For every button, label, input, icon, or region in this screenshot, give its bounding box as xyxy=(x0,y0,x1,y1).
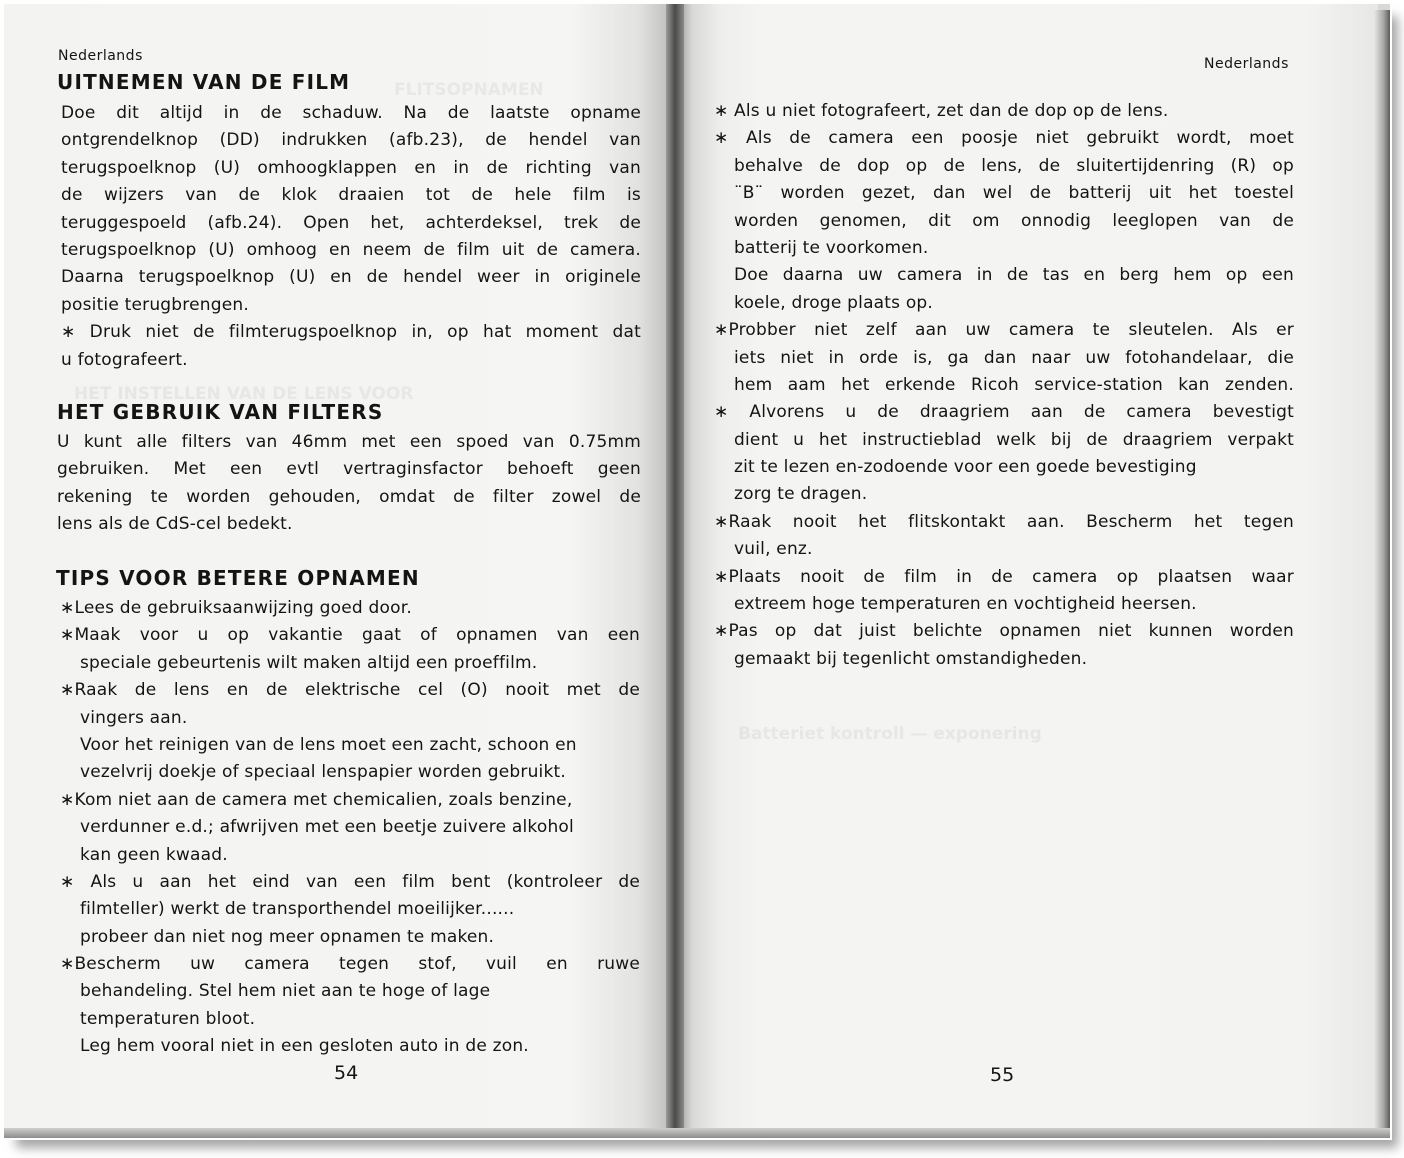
show-through: FLITSOPNAMEN xyxy=(394,80,544,100)
text-line: positie terugbrengen. xyxy=(61,294,249,315)
text-line: rekening te worden gehouden, omdat de filter zowel de xyxy=(57,486,641,507)
text-line: speciale gebeurtenis wilt maken altijd een proeffilm. xyxy=(80,652,538,673)
tip-line: ∗Pas op dat juist belichte opnamen niet kunnen worden xyxy=(714,621,1294,642)
text-line: u fotografeert. xyxy=(61,349,188,370)
text-line: batterij te voorkomen. xyxy=(734,237,929,258)
show-through: Batteriet kontroll — exponering xyxy=(738,724,1042,744)
text-line: vingers aan. xyxy=(80,707,188,728)
language-label: Nederlands xyxy=(58,48,143,64)
text-line: dient u het instructieblad welk bij de draagriem verpakt xyxy=(734,429,1294,450)
text-line: worden genomen, dit om onnodig leeglopen van de xyxy=(734,210,1294,231)
book-spine xyxy=(666,4,684,1138)
text-line: vuil, enz. xyxy=(734,539,813,560)
text-line: U kunt alle filters van 46mm met een spoed van 0.75mm xyxy=(57,432,641,452)
language-label: Nederlands xyxy=(1204,56,1289,72)
text-line: de wijzers van de klok draaien tot de hele film is xyxy=(61,185,641,206)
section-body-tips xyxy=(60,595,640,1061)
text-line: ¨B¨ worden gezet, dan wel de batterij uit het toestel xyxy=(734,183,1294,204)
section-heading-tips: TIPS VOOR BETERE OPNAMEN xyxy=(56,566,420,590)
text-line: terugspoelknop (U) omhoog en neem de film uit de camera. xyxy=(61,239,641,260)
page-number-left: 54 xyxy=(334,1062,359,1084)
right-page-body xyxy=(714,98,1294,673)
text-line: zorg te dragen. xyxy=(734,484,868,505)
page-left xyxy=(4,4,672,1132)
text-line: behandeling. Stel hem niet aan te hoge of lage xyxy=(80,981,491,1002)
note-line: ∗ Druk niet de filmterugspoelknop in, op hat moment dat xyxy=(61,322,641,343)
text-line: teruggespoeld (afb.24). Open het, achterdeksel, trek de xyxy=(61,212,641,233)
text-line: gebruiken. Met een evtl vertraginsfactor behoeft geen xyxy=(57,459,641,480)
tip-line: ∗ Alvorens u de draagriem aan de camera bevestigt xyxy=(714,402,1294,423)
tip-line: ∗Kom niet aan de camera met chemicalien, zoals benzine, xyxy=(60,789,573,810)
text-line: temperaturen bloot. xyxy=(80,1008,256,1029)
tip-line: ∗Bescherm uw camera tegen stof, vuil en ruwe xyxy=(60,954,640,975)
page-number-right: 55 xyxy=(990,1064,1015,1086)
section-body-removing-film xyxy=(61,100,641,374)
tip-line: ∗Lees de gebruiksaanwijzing goed door. xyxy=(60,598,412,618)
text-line: behalve de dop op de lens, de sluitertijdenring (R) op xyxy=(734,155,1294,176)
section-heading-filters: HET GEBRUIK VAN FILTERS xyxy=(57,400,384,424)
text-line: extreem hoge temperaturen en vochtigheid heersen. xyxy=(734,594,1197,615)
tip-line: ∗ Als u niet fotografeert, zet dan de dop op de lens. xyxy=(714,101,1169,121)
text-line: lens als de CdS-cel bedekt. xyxy=(57,514,293,535)
tip-line: ∗Probber niet zelf aan uw camera te sleutelen. Als er xyxy=(714,320,1294,341)
tip-line: ∗Plaats nooit de film in de camera op plaatsen waar xyxy=(714,566,1294,587)
page-right xyxy=(678,4,1378,1132)
text-line: koele, droge plaats op. xyxy=(734,292,934,313)
text-line: kan geen kwaad. xyxy=(80,844,228,865)
show-through: HET INSTELLEN VAN DE LENS VOOR xyxy=(74,384,414,404)
text-line: probeer dan niet nog meer opnamen te maken. xyxy=(80,926,495,947)
section-body-filters xyxy=(57,429,641,539)
text-line: filmteller) werkt de transporthendel moeilijker...... xyxy=(80,899,515,920)
tip-line: ∗Maak voor u op vakantie gaat of opnamen van een xyxy=(60,625,640,646)
page-stack-edge xyxy=(1374,10,1390,1134)
text-line: Voor het reinigen van de lens moet een zacht, schoon en xyxy=(80,734,577,755)
tip-line: ∗Raak nooit het flitskontakt aan. Bescherm het tegen xyxy=(714,511,1294,532)
section-heading-removing-film: UITNEMEN VAN DE FILM xyxy=(57,70,351,94)
text-line: hem aam het erkende Ricoh service-station kan zenden. xyxy=(734,374,1294,395)
text-line: terugspoelknop (U) omhoogklappen en in de richting van xyxy=(61,157,641,178)
text-line: gemaakt bij tegenlicht omstandigheden. xyxy=(734,648,1088,669)
text-line: Leg hem vooral niet in een gesloten auto in de zon. xyxy=(80,1036,529,1057)
text-line: Doe dit altijd in de schaduw. Na de laatste opname xyxy=(61,103,641,123)
text-line: ontgrendelknop (DD) indrukken (afb.23), de hendel van xyxy=(61,130,641,151)
text-line: iets niet in orde is, ga dan naar uw fotohandelaar, die xyxy=(734,347,1294,368)
open-booklet xyxy=(4,4,1390,1138)
page-bottom-edge xyxy=(4,1128,1390,1138)
tip-line: ∗Raak de lens en de elektrische cel (O) nooit met de xyxy=(60,680,640,701)
text-line: Daarna terugspoelknop (U) en de hendel weer in originele xyxy=(61,267,641,288)
text-line: verdunner e.d.; afwrijven met een beetje zuivere alkohol xyxy=(80,817,574,838)
tip-line: ∗ Als u aan het eind van een film bent (kontroleer de xyxy=(60,871,640,892)
text-line: Doe daarna uw camera in de tas en berg hem op een xyxy=(734,265,1294,286)
text-line: vezelvrij doekje of speciaal lenspapier worden gebruikt. xyxy=(80,762,566,783)
tip-line: ∗ Als de camera een poosje niet gebruikt wordt, moet xyxy=(714,128,1294,149)
text-line: zit te lezen en-zodoende voor een goede bevestiging xyxy=(734,457,1197,478)
